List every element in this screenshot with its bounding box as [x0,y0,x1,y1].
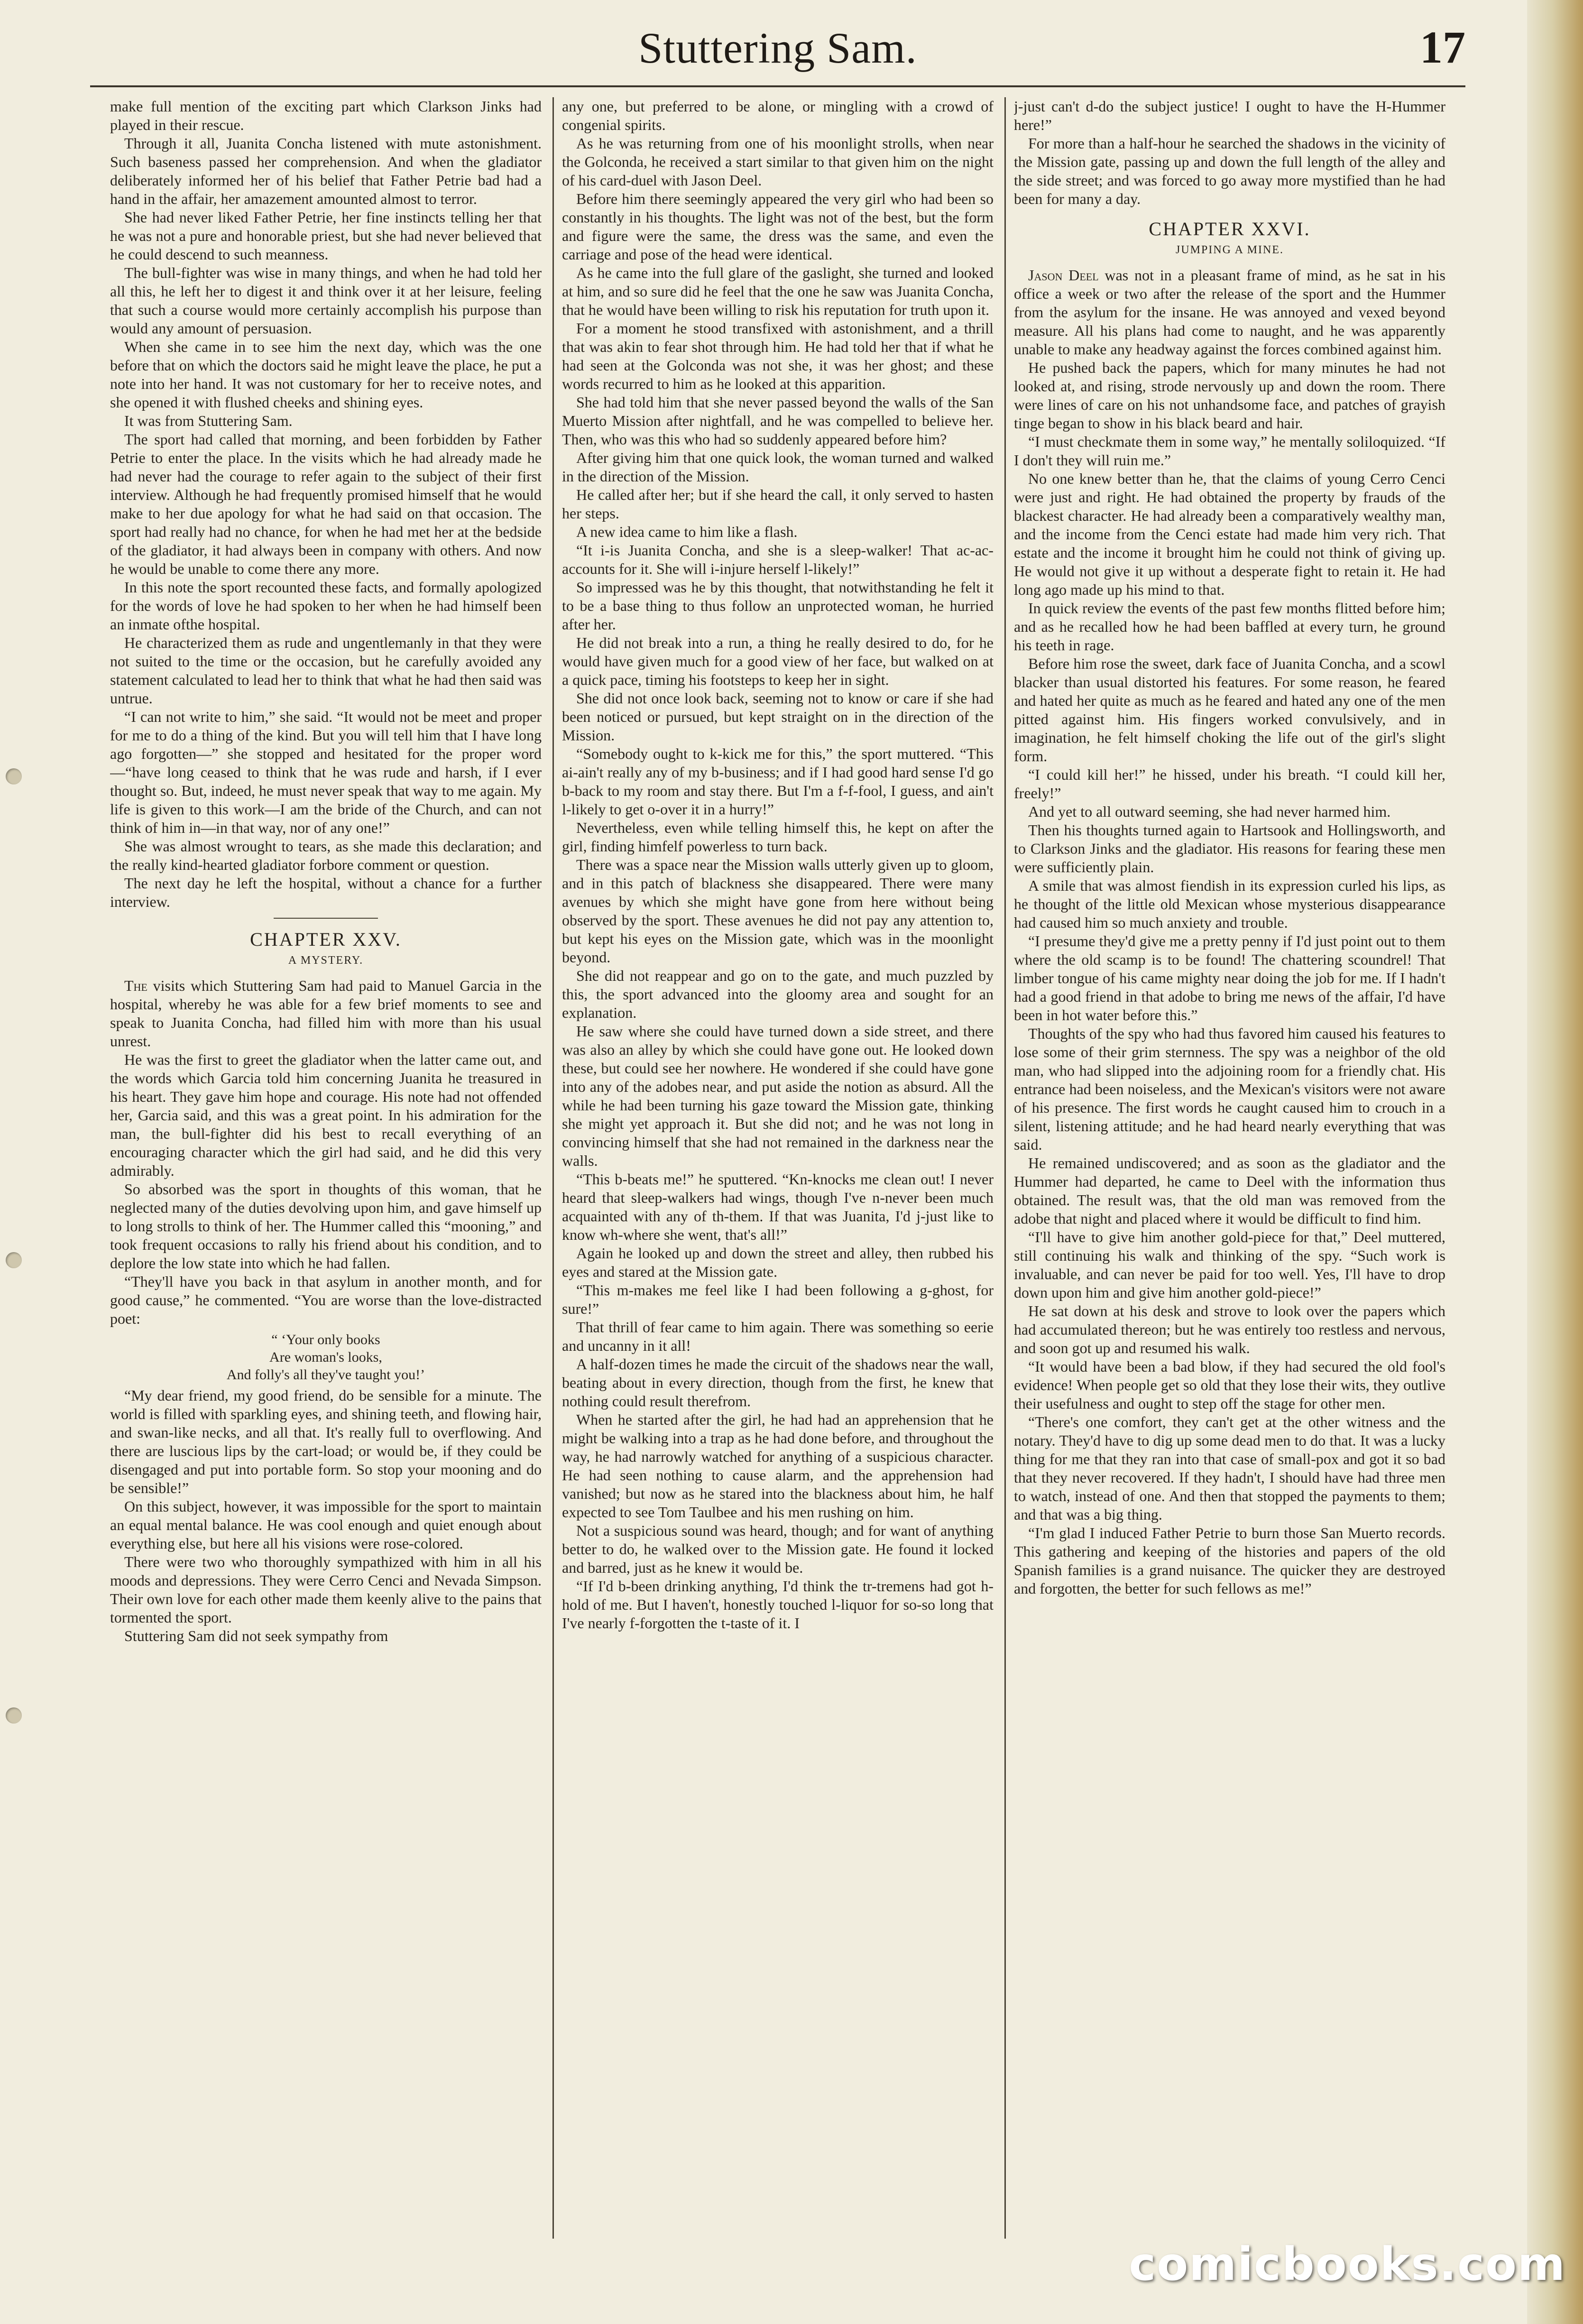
paragraph: Stuttering Sam did not seek sympathy from [124,1627,388,1644]
paragraph: After giving him that one quick look, the woman turned and walked in the direction of the Mission. [562,449,994,485]
paragraph: “I'll have to give him another gold-piece for that,” Deel muttered, still continuing his walk and thinking of the spy. “Such work is invaluable, and can never be paid for too well. Yes, I'll have to drop down upon him and give him another gold-piece!” [1014,1228,1445,1301]
paragraph: In this note the sport recounted these facts, and formally apologized for the words of love he had spoken to her when he had himself been an inmate ofthe hospital. [110,579,542,633]
paragraph: When he started after the girl, he had had an apprehension that he might be walking into a trap as he had done before, and throughout the way, he had narrowly watched for anything of a suspicious character. He had seen nothing to cause alarm, and the apprehension had vanished; but now as he stared into the blackness about him, he half expected to see Tom Taulbee and his men rushing on him. [562,1411,994,1521]
paragraph: No one knew better than he, that the claims of young Cerro Cenci were just and right. He had obtained the property by frauds of the blackest character. He had already been a comparatively wealthy man, and the income from the Cenci estate had made him very rich. That estate and the income it brought him he could not think of giving up. He would not give it up without a desperate fight to retain it. He had long ago made up his mind to that. [1014,470,1445,598]
paragraph: It was from Stuttering Sam. [124,412,293,429]
binding-hole [6,1707,22,1724]
paragraph [110,977,542,1051]
paragraph: Through it all, Juanita Concha listened with mute astonishment. Such baseness passed her comprehension. And when the gladiator deliberately informed her of his belief that Father Petrie bad had a hand in the affair, her amazement amounted almost to terror. [110,135,542,207]
paragraph: When she came in to see him the next day, which was the one before that on which the doctors said he might leave the place, he put a note into her hand. It was not customary for her to receive notes, and she opened it with flushed cheeks and shining eyes. [110,338,542,411]
paragraph: He pushed back the papers, which for many minutes he had not looked at, and rising, strode nervously up and down the room. There were lines of care on his not unhandsome face, and patches of grayish tinge began to show in his black beard and hair. [1014,359,1445,432]
paragraph: She did not once look back, seeming not to know or care if she had been noticed or pursued, but kept straight on in the direction of the Mission. [562,690,994,744]
paragraph: “It would have been a bad blow, if they had secured the old fool's evidence! When people get so old that they lose their wits, they outlive their usefulness and ought to step off the stage for other men. [1014,1358,1445,1412]
lead-word: The [124,977,147,994]
paragraph: She had told him that she never passed beyond the walls of the San Muerto Mission after nightfall, and he was compelled to believe her. Then, who was this who had so suddenly appeared before him? [562,394,994,448]
paragraph: The sport had called that morning, and been forbidden by Father Petrie to enter the place. In the visits which he had already made he had never had the courage to refer again to the subject of their first interview. Although he had frequently promised himself that he would make to her due apology for what he had said on that occasion. The sport had really had no chance, for when he had met her at the bedside of the gladiator, it had always been in company with others. And now he would be unable to come there any more. [110,431,542,577]
paragraph: “My dear friend, my good friend, do be sensible for a minute. The world is filled with sparkling eyes, and shining teeth, and flowing hair, and swan-like necks, and all that. It's really full to overflowing. And there are luscious lips by the cart-load; or would be, if they could be disengaged and put into portable form. So stop your mooning and do be sensible!” [110,1387,542,1496]
paragraph: He saw where she could have turned down a side street, and there was also an alley by which she could have gone out. He looked down these, but could see her nowhere. He wondered if she could have gone into any of the adobes near, and put aside the notion as absurd. All the while he had been turning his gaze toward the Mission gate, thinking she might yet approach it. But she did not; and he was not long in convincing himself that she had not remained in the darkness near the walls. [562,1023,994,1169]
paragraph: She had never liked Father Petrie, her fine instincts telling her that he was not a pure and honorable priest, but she had never believed that he could descend to such meanness. [110,209,542,263]
paragraph: Before him there seemingly appeared the very girl who had been so constantly in his thoughts. The light was not of the best, but the form and figure were the same, the dress was the same, and even the carriage and pose of the head were identical. [562,190,994,263]
paragraph: In quick review the events of the past few months flitted before him; and as he recalled how he had been baffled at every turn, he ground his teeth in rage. [1014,599,1445,654]
paragraph: “If I'd b-been drinking anything, I'd think the tr-tremens had got h-hold of me. But I haven't, honestly touched l-liquor for so-so long that I've nearly f-forgotten the t-taste of it. I [562,1577,994,1632]
verse-line: Are woman's looks, [269,1349,382,1365]
paragraph: make full mention of the exciting part which Clarkson Jinks had played in their rescue. [110,98,542,133]
column-middle [562,97,994,2239]
paragraph: The bull-fighter was wise in many things, and when he had told her all this, he left her to digest it and think over it at her leisure, feeling that such a course would more certainly accomplish his purpose than would any amount of persuasion. [110,264,542,337]
paragraph: “Somebody ought to k-kick me for this,” the sport muttered. “This ai-ain't really any of my b-business; and if I had good hard sense I'd go b-back to my room and stay there. But I'm a f-f-fool, I guess, and ain't l-likely to get o-over it in a hurry!” [562,745,994,818]
paragraph: “I could kill her!” he hissed, under his breath. “I could kill her, freely!” [1014,766,1445,802]
paragraph: “I'm glad I induced Father Petrie to burn those San Muerto records. This gathering and keeping of the histories and papers of the old Spanish families is a grand nuisance. The quicker they are destroyed and forgotten, the better for such fellows as me!” [1014,1524,1445,1597]
paragraph: He remained undiscovered; and as soon as the gladiator and the Hummer had departed, he came to Deel with the information thus obtained. The result was, that the old man was removed from the adobe that night and placed where it would be difficult to find him. [1014,1154,1445,1227]
verse [110,1331,542,1383]
paragraph: j-just can't d-do the subject justice! I ought to have the H-Hummer here!” [1014,98,1445,133]
paragraph-text: visits which Stuttering Sam had paid to Manuel Garcia in the hospital, whereby he was able for a few brief moments to see and speak to Juanita Concha, had filled him with more than his usual unrest. [110,977,542,1050]
paragraph [1014,266,1445,359]
verse-line: And folly's all they've taught you!’ [226,1367,425,1383]
paragraph: For a moment he stood transfixed with astonishment, and a thrill that was akin to fear shot through him. He had told her that if what he had seen at the Golconda was not she, it was her ghost; and these words recurred to him as he looked at this apparition. [562,320,994,392]
paragraph: Thoughts of the spy who had thus favored him caused his features to lose some of their grim sternness. The spy was a neighbor of the old man, who had slipped into the adjoining room for a friendly chat. His entrance had been noiseless, and the Mexican's visitors were not aware of his presence. The first words he caught caused him to crouch in a silent, listening attitude; and he had heard nearly everything that was said. [1014,1025,1445,1153]
paragraph: “It i-is Juanita Concha, and she is a sleep-walker! That ac-ac-accounts for it. She will i-injure herself l-likely!” [562,542,994,577]
paragraph: Before him rose the sweet, dark face of Juanita Concha, and a scowl blacker than usual distorted his features. For some reason, he feared and hated her quite as much as he feared and hated any one of the men pitted against him. His fingers worked convulsively, and in imagination, he felt himself choking the life out of the girl's slight form. [1014,655,1445,765]
paragraph: She did not reappear and go on to the gate, and much puzzled by this, the sport advanced into the gloomy area and sought for an explanation. [562,967,994,1021]
paragraph: So impressed was he by this thought, that notwithstanding he felt it to be a base thing to thus follow an unprotected woman, he hurried after her. [562,579,994,633]
page-header [90,19,1465,90]
paragraph: He called after her; but if she heard the call, it only served to hasten her steps. [562,486,994,522]
site-watermark: comicbooks.com [1129,2238,1566,2291]
paragraph-text: was not in a pleasant frame of mind, as he sat in his office a week or two after the release of the sport and the Hummer from the asylum for the insane. He was annoyed and vexed beyond measure. All his plans had come to naught, and he was apparently unable to make any headway against the forces combined against him. [1014,267,1445,358]
paragraph: The next day he left the hospital, without a chance for a further interview. [110,875,542,910]
paragraph: Nevertheless, even while telling himself this, he kept on after the girl, finding himfelf powerless to turn back. [562,819,994,855]
paragraph: He was the first to greet the gladiator when the latter came out, and the words which Garcia told him concerning Juanita he treasured in his heart. They gave him hope and courage. His note had not offended her, Garcia said, and this was a great point. In his admiration for the man, the bull-fighter did his best to recall everything of an encouraging character which the girl had said, and he did this very admirably. [110,1051,542,1179]
paragraph: A half-dozen times he made the circuit of the shadows near the wall, beating about in every direction, though from the first, he knew that nothing could result therefrom. [562,1356,994,1410]
paragraph: “I presume they'd give me a pretty penny if I'd just point out to them where the old scamp is to be found! The chattering scoundrel! That limber tongue of his came mighty near doing the job for me. If I hadn't had a good friend in that adobe to bring me news of the affair, I'd have been in hot water before this.” [1014,932,1445,1024]
paragraph: Again he looked up and down the street and alley, then rubbed his eyes and stared at the Mission gate. [562,1245,994,1280]
chapter-rule [274,918,378,919]
paragraph: On this subject, however, it was impossible for the sport to maintain an equal mental balance. He was cool enough and quiet enough about everything else, but here all his visions were rose-colored. [110,1498,542,1552]
header-rule [90,85,1465,87]
paragraph: For more than a half-hour he searched the shadows in the vicinity of the Mission gate, passing up and down the full length of the alley and the side street; and was forced to go away more mystified than he had been for many a day. [1014,135,1445,207]
paragraph: He did not break into a run, a thing he really desired to do, for he would have given much for a good view of her face, but walked on at a quick pace, timing his footsteps to keep her in sight. [562,634,994,688]
column-divider [552,97,554,2239]
paragraph: And yet to all outward seeming, she had never harmed him. [1028,803,1391,820]
paragraph: He characterized them as rude and ungentlemanly in that they were not suited to the time or the occasion, but he carefully avoided any statement calculated to lead her to think that what he had then said was untrue. [110,634,542,707]
chapter-title: CHAPTER XXVI. [1149,218,1311,240]
lead-word: Jason Deel [1028,267,1099,284]
paragraph: So absorbed was the sport in thoughts of this woman, that he neglected many of the duties devolving upon him, and gave himself up to long strolls to think of her. The Hummer called this “mooning,” and took frequent occasions to rally his friend about his condition, and to deplore the low state into which he had fallen. [110,1180,542,1272]
paragraph: “I must checkmate them in some way,” he mentally soliloquized. “If I don't they will ruin me.” [1014,433,1445,469]
binding-hole [6,768,22,784]
paragraph: “I can not write to him,” she said. “It would not be meet and proper for me to do a thing of the kind. But you will tell him that I have long ago forgotten—” she stopped and hesitated for the proper word—“have long ceased to think that he was rude and harsh, if I ever thought so. But, indeed, he must never speak that way to me again. My life is given to this work—I am the bride of the Church, and can not think of him in—in that way, nor of any one!” [110,708,542,836]
chapter-subtitle: JUMPING A MINE. [1175,244,1284,256]
paragraph: any one, but preferred to be alone, or mingling with a crowd of congenial spirits. [562,98,994,133]
chapter-subtitle: A MYSTERY. [288,954,364,967]
paragraph: A new idea came to him like a flash. [576,523,798,540]
paragraph: That thrill of fear came to him again. There was something so eerie and uncanny in it all! [562,1319,994,1354]
paragraph: “They'll have you back in that asylum in another month, and for good cause,” he commented. “You are worse than the love-distracted poet: [110,1273,542,1327]
paragraph: “This b-beats me!” he sputtered. “Kn-knocks me clean out! I never heard that sleep-walkers had wings, though I've n-never been much acquainted with any of th-them. If that was Juanita, I'd j-just like to know wh-where she went, that's all!” [562,1171,994,1243]
column-right [1014,97,1445,2239]
verse-line: “ ‘Your only books [271,1332,380,1347]
page-number: 17 [1420,22,1465,73]
paragraph: As he was returning from one of his moonlight strolls, when near the Golconda, he received a start similar to that given him on the night of his card-duel with Jason Deel. [562,135,994,189]
paragraph: Not a suspicious sound was heard, though; and for want of anything better to do, he walked over to the Mission gate. He found it locked and barred, just as he knew it would be. [562,1522,994,1576]
paragraph: A smile that was almost fiendish in its expression curled his lips, as he thought of the little old Mexican whose mysterious disappearance had caused him so much anxiety and trouble. [1014,877,1445,931]
paragraph: As he came into the full glare of the gaslight, she turned and looked at him, and so sure did he feel that the one he saw was Juanita Concha, that he would have been willing to risk his reputation for truth upon it. [562,264,994,318]
paragraph: “This m-makes me feel like I had been following a g-ghost, for sure!” [562,1282,994,1317]
column-left [110,97,542,2239]
paragraph: “There's one comfort, they can't get at the other witness and the notary. They'd have to dig up some dead men to do that. It was a lucky thing for me that they ran into that case of small-pox and got it so bad that they never recovered. If they hadn't, I should have had three men to watch, instead of one. And then that stopped the payments to them; and that was a big thing. [1014,1413,1445,1523]
page-edge [1527,0,1583,2324]
paragraph: There was a space near the Mission walls utterly given up to gloom, and in this patch of blackness she disappeared. There were many avenues by which she might have gone from here without being observed by the sport. These avenues he did not pay any attention to, but kept his eyes on the Mission gate, which was in the moonlight beyond. [562,856,994,966]
column-divider [1004,97,1006,2239]
binding-hole [6,1252,22,1268]
paragraph: There were two who thoroughly sympathized with him in all his moods and depressions. They were Cerro Cenci and Nevada Simpson. Their own love for each other made them keenly alive to the pains that tormented the sport. [110,1553,542,1626]
paragraph: Then his thoughts turned again to Hartsook and Hollingsworth, and to Clarkson Jinks and the gladiator. His reasons for fearing these men were sufficiently plain. [1014,821,1445,876]
paragraph: She was almost wrought to tears, as she made this declaration; and the really kind-hearted gladiator forbore comment or question. [110,838,542,873]
running-title: Stuttering Sam. [638,24,917,72]
chapter-title: CHAPTER XXV. [250,929,402,950]
paragraph: He sat down at his desk and strove to look over the papers which had accumulated thereon; but he was entirely too restless and nervous, and soon got up and resumed his walk. [1014,1302,1445,1356]
